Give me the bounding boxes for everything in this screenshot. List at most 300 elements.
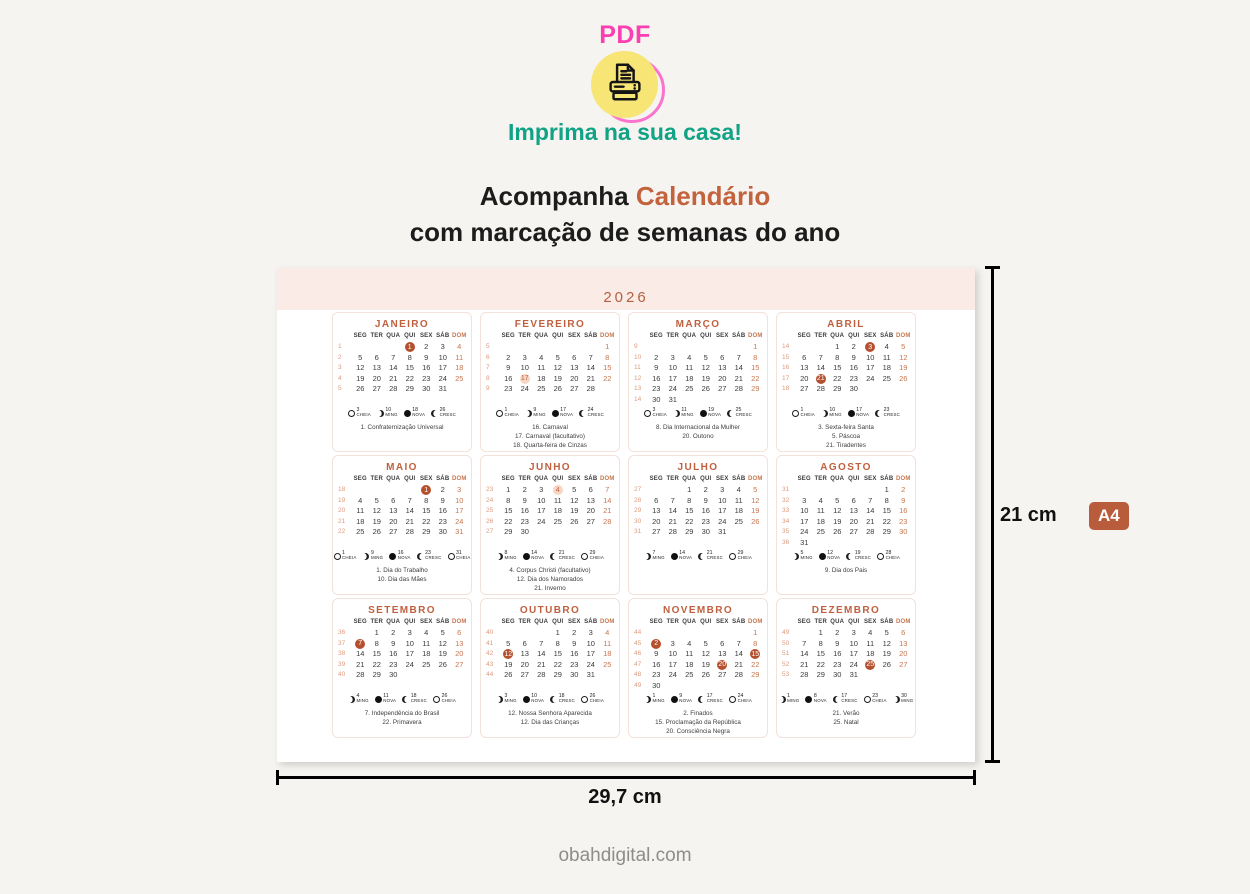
height-dimension-cap-bottom: [985, 760, 1000, 763]
moon-cresc-icon: [550, 696, 557, 703]
day-cell: 8: [374, 638, 379, 648]
week-number: 6: [486, 353, 490, 361]
day-cell: 29: [405, 384, 414, 394]
moon-phase: [417, 551, 442, 561]
weekday-label: DOM: [451, 476, 467, 483]
moon-phase-caption: [679, 551, 692, 561]
week-number: 13: [634, 385, 642, 393]
weekday-label: SEG: [649, 333, 663, 340]
heading-highlight: Calendário: [635, 181, 771, 211]
week-number: 36: [338, 629, 346, 637]
day-cell: 26: [504, 670, 513, 680]
moon-phase-label: CHEIA: [441, 698, 456, 704]
weekday-label: SEX: [419, 619, 433, 626]
weekday-label: QUI: [700, 333, 712, 340]
day-cell: 22: [751, 659, 760, 669]
weekday-label: TER: [518, 333, 532, 340]
moon-phase-day: 8: [504, 550, 508, 556]
holiday-notes: [631, 710, 765, 737]
day-cell: 18: [603, 649, 612, 659]
week-row: [481, 373, 619, 384]
day-cell: 10: [438, 352, 447, 362]
week-row: [481, 516, 619, 527]
weekday-label: SEX: [715, 333, 729, 340]
day-cell: 12: [570, 495, 579, 505]
moon-phase-day: 1: [652, 693, 656, 699]
week-number: 34: [782, 517, 790, 525]
moon-phase-caption: [385, 408, 397, 418]
moon-phase: [848, 408, 869, 418]
website-footer: obahdigital.com: [558, 845, 692, 866]
day-cell: 20: [455, 649, 464, 659]
day-cell: 23: [701, 516, 710, 526]
moon-phase-label: CRESC: [735, 412, 752, 418]
moon-cheia-icon: [729, 696, 736, 703]
moon-phase: [819, 551, 840, 561]
day-cell: 1: [506, 485, 511, 495]
month-card-novembro: [628, 598, 768, 738]
weekday-label: QUI: [404, 476, 416, 483]
day-cell: 24: [405, 659, 414, 669]
holiday-note-line: 12. Dia dos Namorados: [516, 575, 584, 583]
day-cell: 15: [882, 506, 891, 516]
moon-phase: [550, 694, 575, 704]
day-cell: 6: [457, 628, 462, 638]
day-cell: 26: [356, 384, 365, 394]
day-cell: 29: [685, 527, 694, 537]
moon-phase-caption: [872, 694, 886, 704]
holiday-note-line: 2. Finados: [683, 710, 713, 717]
holiday-note-line: 22. Primavera: [382, 718, 422, 726]
weekday-label: SEG: [797, 476, 811, 483]
day-cell: 9: [851, 352, 856, 362]
moon-phase-row: [333, 408, 471, 418]
day-cell: 17: [438, 363, 447, 373]
day-cell: 18: [553, 506, 562, 516]
day-cell: 24: [718, 516, 727, 526]
day-cell: 4: [818, 495, 823, 505]
moon-phase-caption: [559, 551, 575, 561]
day-cell: 23: [389, 659, 398, 669]
moon-phase-label: CHEIA: [737, 698, 752, 704]
day-cell: 15: [751, 363, 760, 373]
moon-phase-row: [481, 694, 619, 704]
week-row: [333, 363, 471, 374]
moon-phase-row: [629, 551, 767, 561]
day-cell: 27: [718, 670, 727, 680]
moon-phase-label: MING: [504, 555, 517, 561]
day-cell: 26: [899, 373, 908, 383]
weekday-header-row: [333, 617, 471, 628]
day-cell: 27: [389, 527, 398, 537]
day-cell: 18: [455, 363, 464, 373]
weekday-label: SEX: [715, 476, 729, 483]
moon-phase-label: MING: [901, 698, 914, 704]
week-number: 44: [634, 629, 642, 637]
moon-phase-day: 17: [841, 693, 848, 699]
month-title: NOVEMBRO: [662, 605, 734, 616]
moon-phase-day: 16: [397, 550, 404, 556]
weekday-label: SEX: [419, 476, 433, 483]
holiday-note-line: 5. Páscoa: [831, 432, 860, 440]
moon-phase-day: 1: [800, 407, 804, 413]
day-cell: 10: [455, 495, 464, 505]
day-cell: 28: [816, 384, 825, 394]
moon-ming-icon: [377, 410, 384, 417]
weekday-label: TER: [814, 333, 828, 340]
heading-line1: [0, 178, 1250, 214]
week-number: 50: [782, 639, 790, 647]
day-cell: 28: [405, 527, 414, 537]
calendar-header-band: [277, 268, 975, 310]
weekday-label: QUA: [386, 619, 401, 626]
day-cell: 19: [356, 373, 365, 383]
day-cell: 31: [800, 537, 809, 547]
day-cell: 30: [849, 384, 858, 394]
day-cell: 12: [882, 638, 891, 648]
week-number: 4: [338, 374, 342, 382]
moon-phase: [671, 694, 692, 704]
week-row: [481, 506, 619, 517]
moon-phase: [700, 408, 721, 418]
moon-phase-caption: [505, 551, 517, 561]
weekday-label: SEX: [567, 619, 581, 626]
day-cell: 13: [652, 506, 661, 516]
day-cell: 20: [899, 649, 908, 659]
moon-phase-caption: [590, 551, 604, 561]
week-row: [777, 659, 915, 670]
moon-phase: [496, 694, 517, 704]
moon-cheia-icon: [448, 553, 455, 560]
moon-cresc-icon: [550, 553, 557, 560]
holiday-notes: [779, 567, 913, 576]
moon-phase-label: NOVA: [856, 412, 870, 418]
day-cell: 18: [422, 649, 431, 659]
day-cell: 23: [520, 516, 529, 526]
day-cell: 2: [572, 628, 577, 638]
moon-phase-label: CRESC: [841, 698, 858, 704]
moon-phase-label: CHEIA: [737, 555, 752, 561]
holiday-marker: 20: [718, 661, 727, 668]
week-row: [629, 670, 767, 681]
day-cell: 22: [504, 516, 513, 526]
day-cell: 29: [816, 670, 825, 680]
weekday-header-row: [777, 331, 915, 342]
moon-phase-label: CHEIA: [589, 555, 604, 561]
moon-phase-day: 14: [531, 550, 538, 556]
day-cell: 17: [718, 506, 727, 516]
day-cell: 24: [866, 373, 875, 383]
day-cell: 23: [849, 373, 858, 383]
weekday-label: SEX: [567, 333, 581, 340]
weekday-label: SEX: [863, 619, 877, 626]
weekday-label: QUI: [552, 333, 564, 340]
day-cell: 1: [835, 342, 840, 352]
day-cell: 11: [734, 495, 743, 505]
moon-phase-row: [777, 694, 915, 704]
moon-cheia-icon: [877, 553, 884, 560]
day-cell: 12: [372, 506, 381, 516]
moon-phase-label: NOVA: [383, 698, 397, 704]
day-cell: 8: [407, 352, 412, 362]
day-cell: 27: [455, 659, 464, 669]
day-cell: 12: [553, 363, 562, 373]
day-cell: 10: [718, 495, 727, 505]
weekday-header-row: [333, 474, 471, 485]
moon-phase-caption: [801, 551, 813, 561]
day-cell: 3: [802, 495, 807, 505]
day-cell: 17: [405, 649, 414, 659]
moon-ming-icon: [362, 553, 369, 560]
day-cell: 30: [652, 394, 661, 404]
moon-phase-caption: [856, 408, 869, 418]
moon-phase-caption: [411, 694, 427, 704]
week-row: [333, 659, 471, 670]
day-cell: 28: [537, 670, 546, 680]
day-cell: 19: [701, 373, 710, 383]
day-cell: 28: [668, 527, 677, 537]
moon-phase: [727, 408, 752, 418]
moon-phase-day: 28: [885, 550, 892, 556]
weekday-label: QUI: [700, 619, 712, 626]
week-row: [333, 384, 471, 395]
moon-phase-day: 29: [589, 550, 596, 556]
day-cell: 8: [835, 352, 840, 362]
moon-phase-day: 3: [652, 407, 656, 413]
day-cell: 5: [884, 628, 889, 638]
day-cell: 14: [389, 363, 398, 373]
moon-phase-label: CRESC: [883, 412, 900, 418]
day-cell: 11: [866, 638, 875, 648]
week-row: [777, 638, 915, 649]
moon-phase-row: [333, 694, 471, 704]
week-number: 42: [486, 650, 494, 658]
moon-phase-label: NOVA: [531, 555, 545, 561]
moon-phase-row: [481, 551, 619, 561]
printer-icon-circle: [591, 51, 658, 118]
day-cell: 17: [849, 649, 858, 659]
day-cell: 14: [800, 649, 809, 659]
moon-phase-day: 4: [356, 693, 360, 699]
day-cell: 9: [572, 638, 577, 648]
week-number: 36: [782, 538, 790, 546]
moon-phase: [431, 408, 456, 418]
week-number: 46: [634, 650, 642, 658]
day-cell: 14: [668, 506, 677, 516]
day-cell: 18: [537, 373, 546, 383]
day-cell: 2: [851, 342, 856, 352]
day-cell: 11: [882, 352, 891, 362]
moon-phase: [698, 694, 723, 704]
day-cell: 28: [800, 670, 809, 680]
day-cell: 14: [405, 506, 414, 516]
month-card-março: [628, 312, 768, 452]
moon-phase: [402, 694, 427, 704]
day-cell: 2: [654, 352, 659, 362]
moon-cheia-icon: [792, 410, 799, 417]
day-cell: 1: [374, 628, 379, 638]
day-cell: 14: [734, 363, 743, 373]
day-cell: 7: [605, 485, 610, 495]
week-row: [629, 485, 767, 496]
moon-phase-caption: [342, 551, 356, 561]
moon-nova-icon: [671, 553, 678, 560]
weekday-label: QUA: [534, 476, 549, 483]
month-card-janeiro: [332, 312, 472, 452]
week-row: [333, 628, 471, 639]
day-cell: 7: [802, 638, 807, 648]
day-cell: 16: [389, 649, 398, 659]
day-cell: 16: [652, 373, 661, 383]
day-cell: 10: [537, 495, 546, 505]
day-cell: [500, 649, 517, 660]
weekday-label: QUI: [552, 476, 564, 483]
week-number: 48: [634, 671, 642, 679]
moon-phase-label: NOVA: [531, 698, 545, 704]
day-cell: 21: [603, 506, 612, 516]
day-cell: 26: [701, 384, 710, 394]
moon-phase: [550, 551, 575, 561]
moon-ming-icon: [496, 553, 503, 560]
week-row: [481, 342, 619, 353]
moon-phase-row: [777, 408, 915, 418]
day-cell: 7: [391, 352, 396, 362]
week-number: 39: [338, 660, 346, 668]
day-cell: 2: [522, 485, 527, 495]
moon-phase-day: 18: [412, 407, 418, 413]
day-cell: 4: [884, 342, 889, 352]
holiday-note-line: 10. Dia das Mães: [377, 575, 427, 583]
moon-phase-caption: [398, 551, 411, 561]
day-cell: [862, 342, 879, 353]
day-cell: 29: [833, 384, 842, 394]
weekday-label: TER: [666, 619, 680, 626]
moon-phase-label: NOVA: [813, 698, 827, 704]
day-cell: 6: [391, 495, 396, 505]
day-cell: 27: [899, 659, 908, 669]
moon-phase-day: 10: [531, 693, 538, 699]
moon-phase-label: MING: [829, 412, 842, 418]
day-cell: 2: [901, 485, 906, 495]
day-cell: 18: [685, 373, 694, 383]
moon-phase-caption: [738, 551, 752, 561]
day-cell: 25: [455, 373, 464, 383]
moon-phase-caption: [827, 551, 840, 561]
day-cell: 10: [405, 638, 414, 648]
day-cell: 16: [520, 506, 529, 516]
holiday-marker: 3: [865, 342, 875, 352]
week-row: [333, 527, 471, 538]
month-card-setembro: [332, 598, 472, 738]
day-cell: 27: [718, 384, 727, 394]
moon-phase-caption: [814, 694, 827, 704]
heading-line2: com marcação de semanas do ano: [409, 217, 841, 247]
moon-phase: [523, 694, 544, 704]
day-cell: 26: [751, 516, 760, 526]
moon-phase-label: MING: [652, 555, 665, 561]
holiday-note-line: 20. Consciência Negra: [666, 727, 730, 735]
day-cell: 17: [668, 659, 677, 669]
weekday-label: SEX: [863, 476, 877, 483]
month-card-agosto: [776, 455, 916, 595]
day-cell: 9: [506, 363, 511, 373]
moon-phase-caption: [886, 551, 900, 561]
holiday-note-line: 17. Carnaval (facultativo): [515, 432, 585, 440]
day-cell: 27: [570, 384, 579, 394]
week-row: [777, 670, 915, 681]
day-cell: 1: [605, 342, 610, 352]
moon-ming-icon: [673, 410, 680, 417]
moon-cresc-icon: [417, 553, 424, 560]
week-row: [481, 384, 619, 395]
weekday-label: QUI: [700, 476, 712, 483]
week-number: 29: [634, 507, 642, 515]
moon-phase-label: CRESC: [706, 555, 724, 561]
day-cell: 14: [816, 363, 825, 373]
moon-phase-label: CRESC: [410, 698, 428, 704]
moon-ming-icon: [496, 696, 503, 703]
moon-phase-caption: [829, 408, 841, 418]
weekday-header-row: [629, 474, 767, 485]
week-row: [777, 352, 915, 363]
day-cell: 1: [555, 628, 560, 638]
weekday-header-row: [333, 331, 471, 342]
week-row: [629, 495, 767, 506]
day-cell: 30: [438, 527, 447, 537]
weekday-label: DOM: [895, 333, 911, 340]
holiday-note-line: 12. Nossa Senhora Aparecida: [508, 710, 592, 717]
moon-phase-label: CHEIA: [342, 555, 357, 561]
moon-phase-day: 3: [504, 693, 508, 699]
day-cell: 19: [701, 659, 710, 669]
holiday-notes: [335, 710, 469, 728]
day-cell: 26: [570, 516, 579, 526]
week-number: 11: [634, 364, 641, 372]
moon-phase: [348, 694, 369, 704]
moon-phase-day: 12: [827, 550, 834, 556]
height-dimension-line: [991, 267, 994, 763]
moon-phase: [644, 694, 665, 704]
holiday-note-line: 9. Dia dos Pais: [824, 567, 868, 574]
weekday-label: SEG: [501, 619, 515, 626]
day-cell: 24: [537, 516, 546, 526]
day-cell: 2: [440, 485, 445, 495]
week-row: [629, 527, 767, 538]
day-cell: 6: [522, 638, 527, 648]
week-number: 33: [782, 507, 790, 515]
day-cell: 26: [438, 659, 447, 669]
day-cell: 20: [570, 373, 579, 383]
day-cell: 19: [372, 516, 381, 526]
moon-phase-caption: [801, 408, 815, 418]
weekday-label: TER: [518, 476, 532, 483]
moon-phase-caption: [505, 694, 517, 704]
day-cell: 19: [553, 373, 562, 383]
day-cell: 20: [800, 373, 809, 383]
day-cell: 8: [555, 638, 560, 648]
moon-phase-label: CHEIA: [800, 412, 815, 418]
moon-phase-label: MING: [800, 555, 813, 561]
moon-nova-icon: [819, 553, 826, 560]
day-cell: 17: [537, 506, 546, 516]
day-cell: 21: [800, 659, 809, 669]
holiday-marker: 25: [866, 661, 875, 668]
moon-phase-label: CRESC: [558, 555, 576, 561]
weekday-label: QUI: [404, 333, 416, 340]
day-cell: 22: [685, 516, 694, 526]
week-row: [481, 649, 619, 660]
day-cell: 17: [668, 373, 677, 383]
